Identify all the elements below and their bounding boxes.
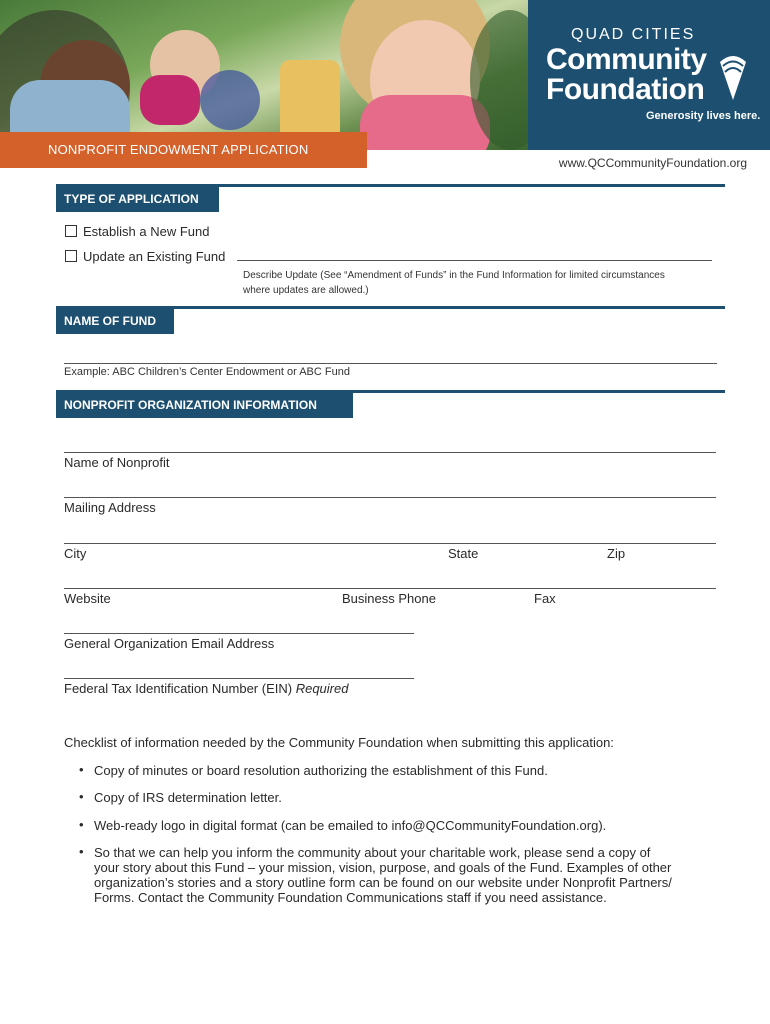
nonprofit-name-label: Name of Nonprofit [64, 455, 170, 470]
checklist-item-4-line2: your story about this Fund – your mission, vision, purpose, and goals of the Fund. Examples of other [94, 860, 672, 875]
ein-label [64, 681, 348, 696]
checklist-item-2: Copy of IRS determination letter. [94, 790, 282, 805]
email-label: General Organization Email Address [64, 636, 275, 651]
checklist-item-4-line1: So that we can help you inform the community about your charitable work, please send a copy of [94, 845, 651, 860]
logo-community: Community [546, 43, 707, 76]
header-photo [0, 0, 528, 150]
mailing-address-label: Mailing Address [64, 500, 156, 515]
logo-panel [528, 0, 770, 150]
application-banner: NONPROFIT ENDOWMENT APPLICATION [0, 132, 367, 168]
logo-mark-icon [718, 50, 748, 102]
describe-update-line1: Describe Update (See “Amendment of Funds” in the Fund Information for limited circumstances [243, 270, 665, 281]
describe-update-note [243, 268, 665, 298]
checklist-item-4-line4: Forms. Contact the Community Foundation Communications staff if you need assistance. [94, 890, 607, 905]
checkbox-update[interactable] [65, 250, 77, 262]
bullet-dot: • [79, 817, 84, 832]
nonprofit-name-line[interactable] [64, 452, 716, 453]
option-establish[interactable] [65, 224, 209, 239]
ein-line[interactable] [64, 678, 414, 679]
bullet-dot: • [79, 844, 84, 859]
website-phone-fax-line[interactable] [64, 588, 716, 589]
city-label: City [64, 546, 87, 561]
bullet-dot: • [79, 762, 84, 777]
checklist-intro: Checklist of information needed by the Community Foundation when submitting this application: [64, 735, 614, 750]
website-url[interactable]: www.QCCommunityFoundation.org [558, 156, 747, 170]
option-update-label: Update an Existing Fund [83, 249, 226, 264]
city-state-zip-line[interactable] [64, 543, 716, 544]
bullet-dot: • [79, 789, 84, 804]
section-title-fund: NAME OF FUND [56, 309, 174, 334]
logo-tagline: Generosity lives here. [646, 110, 761, 122]
business-phone-label: Business Phone [342, 591, 436, 606]
email-line[interactable] [64, 633, 414, 634]
option-establish-label: Establish a New Fund [83, 224, 210, 239]
ein-label-text: Federal Tax Identification Number (EIN) [64, 681, 293, 696]
section-title-type: TYPE OF APPLICATION [56, 187, 219, 212]
website-label: Website [64, 591, 111, 606]
section-title-org: NONPROFIT ORGANIZATION INFORMATION [56, 393, 353, 418]
ein-required: Required [295, 681, 349, 696]
update-describe-line[interactable] [237, 260, 712, 261]
logo-quad-cities: QUAD CITIES [571, 26, 696, 43]
fund-name-line[interactable] [64, 363, 717, 364]
zip-label: Zip [607, 546, 626, 561]
checklist-item-3: Web-ready logo in digital format (can be emailed to info@QCCommunityFoundation.org). [94, 818, 607, 833]
fax-label: Fax [534, 591, 556, 606]
checklist-item-1: Copy of minutes or board resolution authorizing the establishment of this Fund. [94, 763, 548, 778]
state-label: State [448, 546, 479, 561]
option-update[interactable] [65, 249, 225, 264]
logo-foundation: Foundation [546, 73, 705, 106]
describe-update-line2: where updates are allowed.) [243, 285, 369, 296]
checklist-item-4 [94, 845, 672, 905]
checkbox-establish[interactable] [65, 225, 77, 237]
fund-name-example: Example: ABC Children’s Center Endowment or ABC Fund [64, 366, 350, 378]
checklist-item-4-line3: organization’s stories and a story outline form can be found on our website under Nonprofit Partners/ [94, 875, 672, 890]
mailing-address-line[interactable] [64, 497, 716, 498]
